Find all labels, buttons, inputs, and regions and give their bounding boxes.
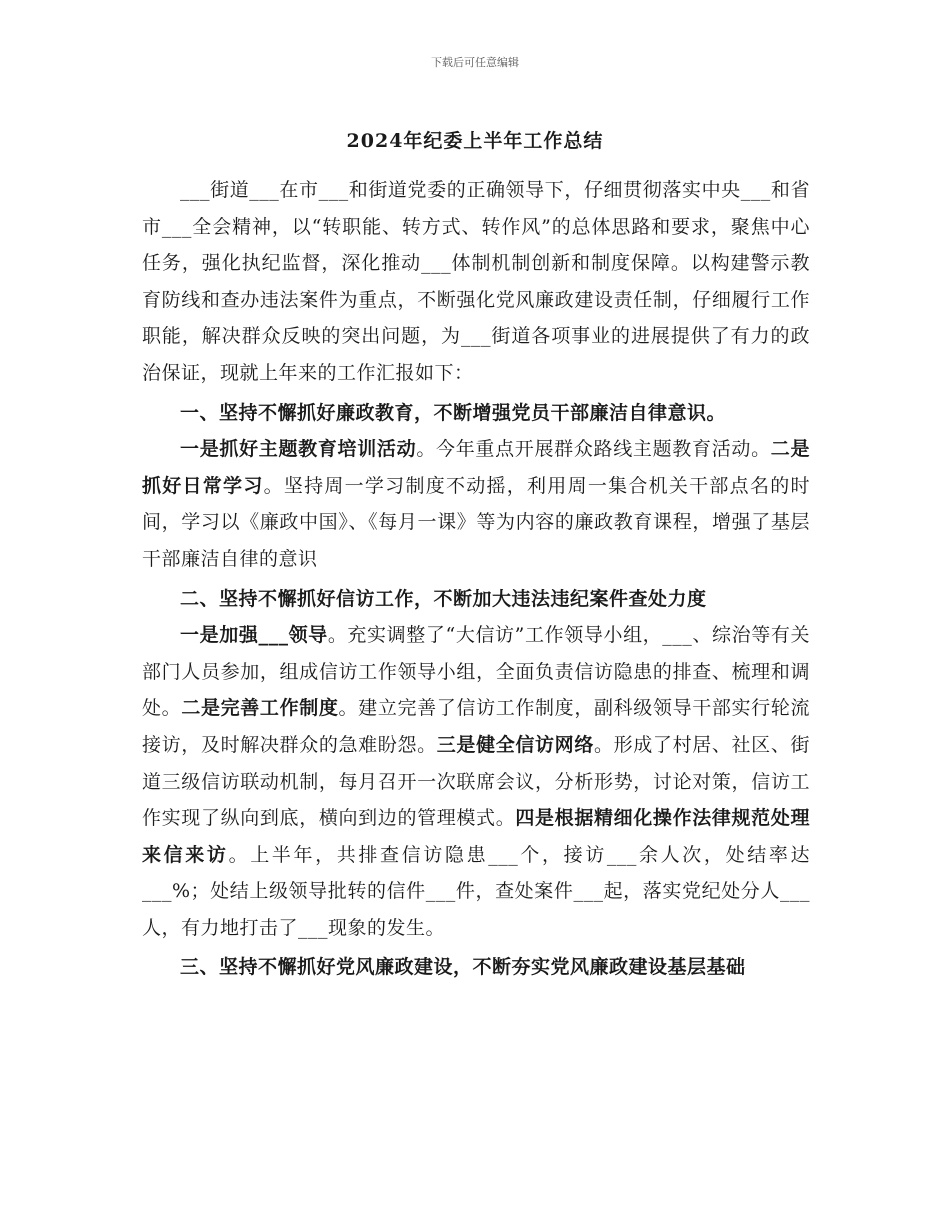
bold-phrase: 一是抓好主题教育培训活动 bbox=[180, 438, 417, 461]
bold-phrase: 四是根据精细化操作法律规范处理来信来访 bbox=[142, 807, 810, 866]
body-text: 。建立完善了信访工作制度，副科级领导干部实行轮流接访，及时解决群众的急难盼怨。 bbox=[142, 697, 810, 756]
body-text: 。今年重点开展群众路线主题教育活动。 bbox=[416, 438, 771, 461]
section-3-heading: 三、坚持不懈抓好党风廉政建设，不断夯实党风廉政建设基层基础 bbox=[180, 956, 746, 979]
body-text: 。坚持周一学习制度不动摇，利用周一集合机关干部点名的时间，学习以《廉政中国》、《每月一课》等为内容的廉政教育课程，增强了基层干部廉洁自律的意识 bbox=[142, 474, 810, 570]
body-text: 。充实调整了“大信访”工作领导小组，___、综治等有关部门人员参加，组成信访工作领导小组，全面负责信访隐患的排查、梳理和调处。 bbox=[142, 624, 810, 720]
section-1-paragraph bbox=[142, 431, 810, 577]
document-title: 2024年纪委上半年工作总结 bbox=[346, 130, 604, 152]
section-2-heading: 二、坚持不懈抓好信访工作，不断加大违法违纪案件查处力度 bbox=[180, 587, 707, 610]
body-text: 。上半年，共排查信访隐患___个，接访___余人次，处结率达___%；处结上级领导批转的信件___件，查处案件___起，落实党纪处分人___人，有力地打击了___现象的发生。 bbox=[142, 843, 810, 939]
document-body bbox=[142, 172, 810, 986]
header-note: 下载后可任意编辑 bbox=[431, 56, 519, 69]
bold-phrase: 二是完善工作制度 bbox=[181, 697, 339, 720]
bold-phrase: 二是抓好日常学习 bbox=[142, 438, 810, 497]
bold-phrase: 三是健全信访网络 bbox=[436, 733, 594, 756]
body-text: 。形成了村居、社区、街道三级信访联动机制，每月召开一次联席会议，分析形势，讨论对策，信访工作实现了纵向到底，横向到边的管理模式。 bbox=[142, 733, 810, 830]
bold-phrase: 一是加强___领导 bbox=[180, 624, 328, 647]
intro-paragraph: ___街道___在市___和街道党委的正确领导下，仔细贯彻落实中央___和省市___全会精神，以“转职能、转方式、转作风”的总体思路和要求，聚焦中心任务，强化执纪监督，深化推动___体制机制创新和制度保障。以构建警示教育防线和查办违法案件为重点，不断强化党风廉政建设责任制，仔细履行工作职能，解决群众反映的突出问题，为___街道各项事业的进展提供了有力的政治保证，现就上年来的工作汇报如下： bbox=[142, 179, 810, 384]
section-1-heading: 一、坚持不懈抓好廉政教育，不断增强党员干部廉洁自律意识。 bbox=[180, 401, 727, 424]
section-2-paragraph bbox=[142, 617, 810, 946]
